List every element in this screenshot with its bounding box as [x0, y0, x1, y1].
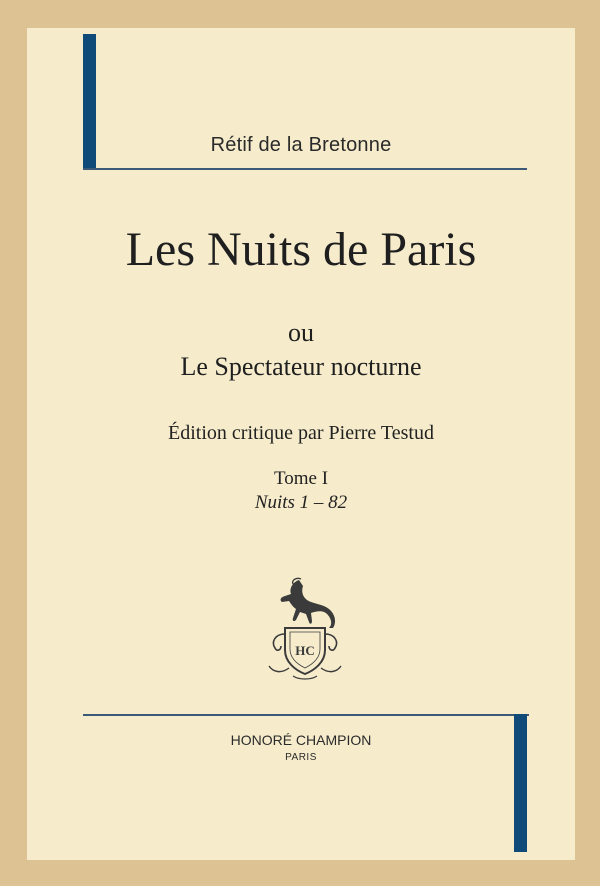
book-cover	[27, 28, 575, 860]
edition-credit: Édition critique par Pierre Testud	[168, 422, 434, 444]
horse-crest-emblem-icon	[263, 576, 347, 682]
publisher-name: HONORÉ CHAMPION	[230, 732, 372, 748]
top-divider	[83, 168, 527, 170]
book-subtitle: Le Spectateur nocturne	[180, 352, 422, 381]
bottom-divider	[83, 714, 529, 716]
volume-range: Nuits 1 – 82	[254, 492, 348, 513]
emblem-monogram: HC	[295, 643, 315, 658]
title-conjunction: ou	[288, 318, 314, 347]
book-title: Les Nuits de Paris	[125, 223, 477, 276]
publisher-city: PARIS	[285, 752, 317, 763]
author-name: Rétif de la Bretonne	[210, 134, 392, 156]
volume-number: Tome I	[273, 468, 329, 489]
